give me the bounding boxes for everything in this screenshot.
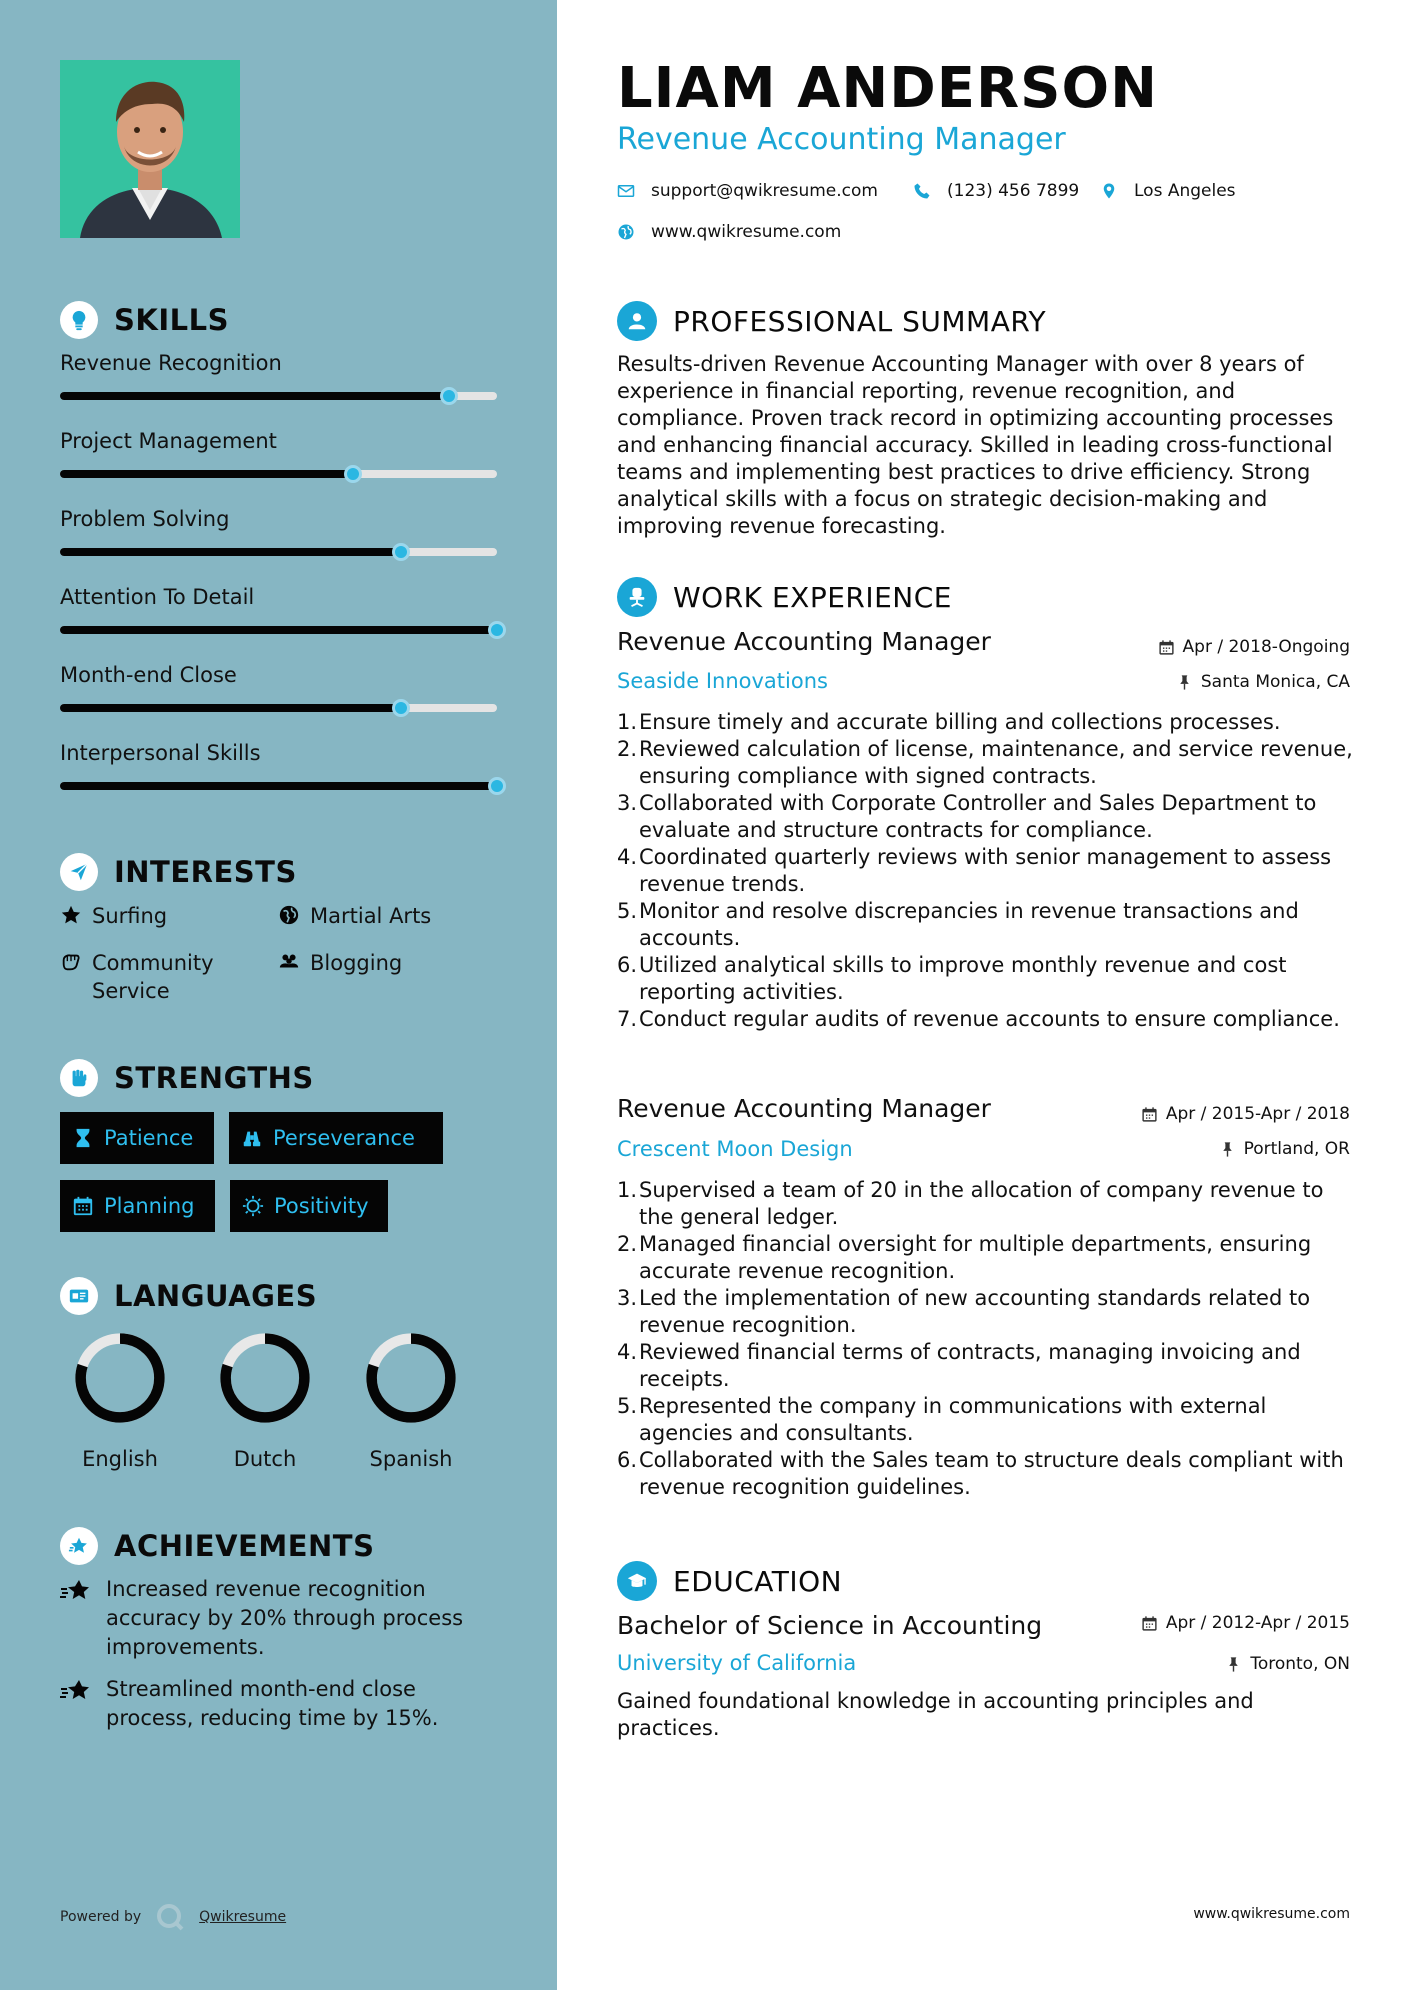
- skill-bar-fill: [60, 704, 401, 712]
- achievement-text: Increased revenue recognition accuracy by 20% through process improvements.: [106, 1577, 464, 1659]
- duty-number: 6.: [617, 1448, 638, 1472]
- duty-item: [617, 844, 1357, 898]
- job-title: Revenue Accounting Manager: [617, 1094, 991, 1123]
- strength-positivity: [230, 1180, 388, 1232]
- globe-icon: [278, 904, 300, 926]
- star-icon: [60, 904, 82, 926]
- skill-name: Project Management: [60, 429, 277, 453]
- language-card-icon: [60, 1277, 98, 1315]
- calendar-icon: [1141, 1106, 1158, 1123]
- job-dates-text: Apr / 2015-Apr / 2018: [1165, 1104, 1350, 1124]
- skill-bar-fill: [60, 392, 449, 400]
- duty-number: 2.: [617, 1232, 638, 1256]
- paper-plane-icon: [60, 853, 98, 891]
- duty-text: Collaborated with the Sales team to structure deals compliant with revenue recognition guidelines.: [639, 1448, 1344, 1499]
- duty-text: Coordinated quarterly reviews with senior management to assess revenue trends.: [639, 845, 1332, 896]
- experience-heading: [617, 577, 952, 617]
- map-pin-icon: [1100, 182, 1118, 200]
- strength-planning: [60, 1180, 215, 1232]
- duty-item: [617, 1177, 1357, 1231]
- sidebar: [0, 0, 557, 1990]
- skill-bar-fill: [60, 782, 497, 790]
- education-heading: [617, 1561, 842, 1601]
- education-description: Gained foundational knowledge in accounting principles and practices.: [617, 1689, 1254, 1740]
- shooting-star-icon: [60, 1577, 92, 1605]
- job-company: Crescent Moon Design: [617, 1137, 853, 1161]
- skill-name: Revenue Recognition: [60, 351, 282, 375]
- qwikresume-link[interactable]: Qwikresume: [199, 1909, 287, 1925]
- duty-item: [617, 952, 1357, 1006]
- pushpin-icon: [1219, 1141, 1236, 1158]
- skills-heading: [60, 301, 229, 339]
- education-location: [1225, 1654, 1350, 1674]
- duty-number: 2.: [617, 737, 638, 761]
- education-title: EDUCATION: [673, 1564, 843, 1598]
- duty-item: [617, 1447, 1357, 1501]
- footer-url[interactable]: www.qwikresume.com: [1193, 1906, 1350, 1922]
- job-location: [1219, 1139, 1350, 1159]
- user-icon: [617, 301, 657, 341]
- skill-name: Month-end Close: [60, 663, 237, 687]
- language-ring: [363, 1330, 459, 1426]
- strength-patience: [60, 1112, 214, 1164]
- globe-icon: [617, 223, 635, 241]
- qwikresume-logo-icon: [155, 1902, 185, 1932]
- duty-item: [617, 736, 1357, 790]
- skill-bar: [60, 782, 497, 790]
- duty-item: [617, 1006, 1357, 1033]
- skill-bar-knob: [440, 387, 458, 405]
- interest-surfing: [60, 902, 167, 930]
- achievements-title: ACHIEVEMENTS: [114, 1529, 375, 1563]
- duty-number: 1.: [617, 1178, 638, 1202]
- summary-text: Results-driven Revenue Accounting Manager with over 8 years of experience in financial reporting, revenue recognition, and compliance. Proven track record in optimizing accounting processes and enhancing financial accuracy. Skilled in leading cross-functional teams and implementing best practices to drive efficiency. Strong analytical skills with a focus on strategic decision-making and improving revenue forecasting.: [617, 352, 1334, 538]
- job-dates-text: Apr / 2018-Ongoing: [1182, 637, 1350, 657]
- interest-label: Surfing: [92, 904, 168, 928]
- powered-by: [60, 1902, 286, 1932]
- skills-title: SKILLS: [114, 303, 229, 337]
- duty-text: Collaborated with Corporate Controller and Sales Department to evaluate and structure contracts for compliance.: [639, 791, 1317, 842]
- pushpin-icon: [1176, 674, 1193, 691]
- skill-bar-knob: [392, 699, 410, 717]
- duty-item: [617, 709, 1357, 736]
- duty-item: [617, 790, 1357, 844]
- job-location-text: Portland, OR: [1243, 1139, 1350, 1159]
- skill-bar-knob: [488, 777, 506, 795]
- skill-name: Interpersonal Skills: [60, 741, 261, 765]
- interest-label: Community Service: [92, 951, 214, 1003]
- skill-bar-knob: [392, 543, 410, 561]
- skill-item: [60, 741, 500, 765]
- skill-bar-knob: [344, 465, 362, 483]
- language-name: Dutch: [233, 1447, 297, 1471]
- users-icon: [278, 951, 300, 973]
- star-badge-icon: [60, 1527, 98, 1565]
- job-company: Seaside Innovations: [617, 669, 828, 693]
- duty-number: 4.: [617, 1340, 638, 1364]
- duty-item: [617, 898, 1357, 952]
- duty-text: Reviewed calculation of license, maintenance, and service revenue, ensuring compliance with signed contracts.: [639, 737, 1353, 788]
- language-item: [215, 1330, 315, 1471]
- language-item: [361, 1330, 461, 1471]
- contact-location: [1100, 181, 1236, 201]
- duty-text: Supervised a team of 20 in the allocation of company revenue to the general ledger.: [639, 1178, 1324, 1229]
- languages-title: LANGUAGES: [114, 1279, 318, 1313]
- candidate-role: Revenue Accounting Manager: [617, 122, 1066, 157]
- hand-icon: [60, 951, 82, 973]
- language-item: [70, 1330, 170, 1471]
- interests-title: INTERESTS: [114, 855, 297, 889]
- job-title: Revenue Accounting Manager: [617, 627, 991, 656]
- language-name: English: [82, 1447, 158, 1471]
- contact-phone[interactable]: [913, 181, 1079, 201]
- duty-text: Utilized analytical skills to improve monthly revenue and cost reporting activities.: [639, 953, 1287, 1004]
- duty-number: 4.: [617, 845, 638, 869]
- job-location: [1176, 672, 1350, 692]
- interests-heading: [60, 853, 297, 891]
- skill-name: Problem Solving: [60, 507, 230, 531]
- email-text: support@qwikresume.com: [651, 181, 878, 201]
- skill-item: [60, 351, 500, 375]
- duty-item: [617, 1231, 1357, 1285]
- skill-bar: [60, 548, 497, 556]
- binoculars-icon: [241, 1127, 263, 1149]
- duty-number: 5.: [617, 899, 638, 923]
- location-text: Los Angeles: [1134, 181, 1236, 201]
- strength-label: Patience: [104, 1126, 194, 1150]
- job-dates: [1158, 637, 1350, 657]
- skill-bar: [60, 704, 497, 712]
- summary-heading: [617, 301, 1046, 341]
- candidate-name: LIAM ANDERSON: [617, 56, 1158, 121]
- skill-bar: [60, 626, 497, 634]
- education-dates-text: Apr / 2012-Apr / 2015: [1165, 1613, 1350, 1633]
- duty-text: Managed financial oversight for multiple departments, ensuring accurate revenue recognition.: [639, 1232, 1312, 1283]
- phone-text: (123) 456 7899: [947, 181, 1080, 201]
- skill-bar-fill: [60, 470, 353, 478]
- skill-bar: [60, 470, 497, 478]
- skill-bar-fill: [60, 548, 401, 556]
- main-content: [557, 0, 1407, 1990]
- duty-text: Led the implementation of new accounting standards related to revenue recognition.: [639, 1286, 1311, 1337]
- strengths-title: STRENGTHS: [114, 1061, 314, 1095]
- skill-bar: [60, 392, 497, 400]
- duty-number: 3.: [617, 791, 638, 815]
- contact-email[interactable]: [617, 181, 878, 201]
- strength-perseverance: [229, 1112, 443, 1164]
- sun-icon: [242, 1195, 264, 1217]
- duty-text: Conduct regular audits of revenue accounts to ensure compliance.: [639, 1007, 1340, 1031]
- duty-text: Reviewed financial terms of contracts, managing invoicing and receipts.: [639, 1340, 1301, 1391]
- interest-martial-arts: [278, 902, 431, 930]
- strengths-heading: [60, 1059, 314, 1097]
- skill-item: [60, 663, 500, 687]
- job-location-text: Santa Monica, CA: [1200, 672, 1350, 692]
- skill-name: Attention To Detail: [60, 585, 255, 609]
- language-ring: [217, 1330, 313, 1426]
- duty-item: [617, 1285, 1357, 1339]
- interest-community-service: [60, 949, 260, 1005]
- skill-bar-knob: [488, 621, 506, 639]
- calendar-icon: [72, 1195, 94, 1217]
- duty-text: Represented the company in communications with external agencies and consultants.: [639, 1394, 1267, 1445]
- envelope-icon: [617, 182, 635, 200]
- duty-item: [617, 1339, 1357, 1393]
- skill-item: [60, 585, 500, 609]
- pushpin-icon: [1225, 1656, 1242, 1673]
- duty-number: 5.: [617, 1394, 638, 1418]
- duty-number: 1.: [617, 710, 638, 734]
- strength-label: Planning: [104, 1194, 195, 1218]
- duty-number: 3.: [617, 1286, 638, 1310]
- languages-heading: [60, 1277, 317, 1315]
- calendar-icon: [1158, 639, 1175, 656]
- summary-title: PROFESSIONAL SUMMARY: [673, 304, 1047, 338]
- duty-text: Monitor and resolve discrepancies in revenue transactions and accounts.: [639, 899, 1299, 950]
- language-name: Spanish: [369, 1447, 453, 1471]
- website-text: www.qwikresume.com: [651, 222, 842, 242]
- achievements-heading: [60, 1527, 374, 1565]
- calendar-icon: [1141, 1615, 1158, 1632]
- achievement-text: Streamlined month-end close process, reducing time by 15%.: [106, 1677, 439, 1730]
- interest-label: Blogging: [310, 951, 403, 975]
- office-chair-icon: [617, 577, 657, 617]
- achievement-item: [60, 1575, 500, 1662]
- powered-by-label: Powered by: [60, 1909, 142, 1925]
- language-ring: [72, 1330, 168, 1426]
- skill-item: [60, 507, 500, 531]
- hourglass-icon: [72, 1127, 94, 1149]
- fist-icon: [60, 1059, 98, 1097]
- education-dates: [1141, 1613, 1350, 1633]
- skill-bar-fill: [60, 626, 497, 634]
- duty-number: 6.: [617, 953, 638, 977]
- job-duties: [617, 709, 1357, 1033]
- phone-icon: [913, 182, 931, 200]
- job-dates: [1141, 1104, 1350, 1124]
- duty-number: 7.: [617, 1007, 638, 1031]
- strength-label: Positivity: [274, 1194, 369, 1218]
- job-duties: [617, 1177, 1357, 1501]
- education-location-text: Toronto, ON: [1250, 1654, 1350, 1674]
- duty-text: Ensure timely and accurate billing and collections processes.: [639, 710, 1281, 734]
- duty-item: [617, 1393, 1357, 1447]
- skill-item: [60, 429, 500, 453]
- education-degree: Bachelor of Science in Accounting: [617, 1611, 1043, 1640]
- achievement-item: [60, 1675, 500, 1733]
- experience-title: WORK EXPERIENCE: [673, 580, 952, 614]
- shooting-star-icon: [60, 1677, 92, 1705]
- interest-blogging: [278, 949, 402, 977]
- graduation-icon: [617, 1561, 657, 1601]
- interest-label: Martial Arts: [310, 904, 432, 928]
- education-school: University of California: [617, 1651, 857, 1675]
- contact-website[interactable]: [617, 222, 841, 242]
- lightbulb-icon: [60, 301, 98, 339]
- profile-photo: [60, 60, 240, 238]
- strength-label: Perseverance: [273, 1126, 415, 1150]
